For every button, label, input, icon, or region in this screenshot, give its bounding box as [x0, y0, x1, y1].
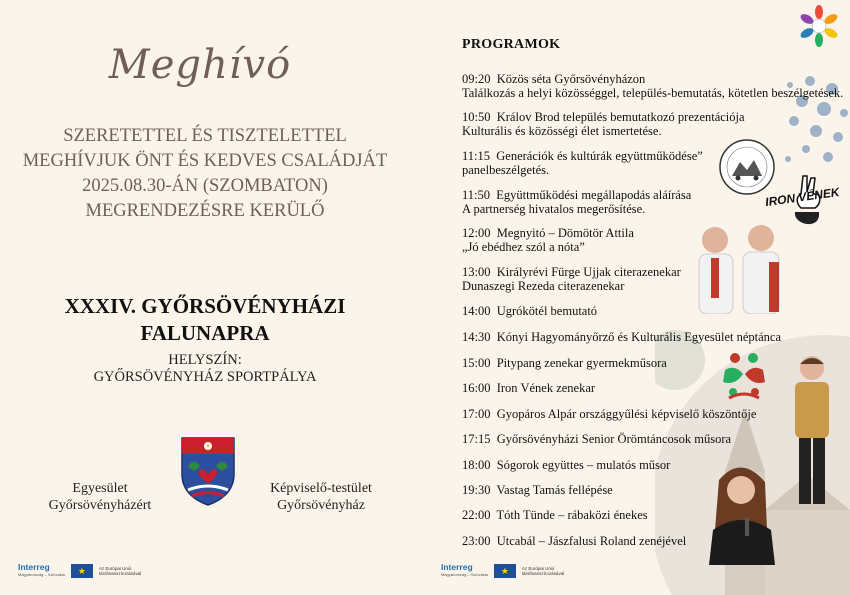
program-item [462, 72, 850, 100]
program-time: 19:30 [462, 483, 491, 497]
organizer-council [246, 480, 396, 514]
invitation-title: Meghívó [108, 42, 292, 88]
program-item [462, 265, 850, 293]
program-time: 11:15 [462, 149, 491, 163]
eu-flag-icon: ★ [494, 564, 516, 578]
program-title: Közös séta Győrsövényházon [496, 72, 646, 86]
invite-line: 2025.08.30-ÁN (SZOMBATON) [82, 176, 328, 196]
invite-line: MEGHÍVJUK ÖNT ÉS KEDVES CSALÁDJÁT [22, 151, 388, 171]
program-item [462, 149, 850, 177]
program-title: Királyrévi Fürge Ujjak citerazenekar [496, 265, 681, 279]
program-item [462, 226, 850, 254]
program-time: 10:50 [462, 110, 491, 124]
program-desc: Dunaszegi Rezeda citerazenekar [462, 279, 625, 293]
interreg-logo [18, 563, 65, 579]
venue-name: GYŐRSÖVÉNYHÁZ SPORTPÁLYA [93, 369, 317, 385]
event-line: XXXIV. GYŐRSÖVÉNYHÁZI [64, 294, 346, 318]
program-item [462, 381, 850, 395]
program-title: Králov Brod település bemutatkozó prezentációja [496, 110, 745, 124]
interreg-sub: Magyarország – Szlovákia [441, 572, 488, 577]
program-desc: panelbeszélgetés. [462, 163, 550, 177]
organizer-line: Képviselő-testület [270, 481, 372, 496]
program-item [462, 534, 850, 548]
interreg-sub: Magyarország – Szlovákia [18, 572, 65, 577]
invitation-text [0, 124, 410, 224]
program-item [462, 458, 850, 472]
event-name [0, 293, 410, 347]
interreg-label: Interreg [441, 562, 473, 572]
program-title: Tóth Tünde – rábaközi énekes [496, 508, 648, 522]
eu-funding-text [99, 566, 141, 576]
program-item [462, 188, 850, 216]
program-item [462, 483, 850, 497]
program-desc: Kulturális és közösségi élet ismertetése. [462, 124, 662, 138]
flower-logo-icon [793, 2, 845, 50]
program-time: 22:00 [462, 508, 491, 522]
invite-line: MEGRENDEZÉSRE KERÜLŐ [85, 201, 325, 221]
eu-text-line: társfinanszírozásával [98, 571, 142, 576]
program-time: 16:00 [462, 381, 491, 395]
eu-text-line: Az Európai Unió [521, 566, 555, 571]
program-title: Sógorok együttes – mulatós műsor [496, 458, 671, 472]
funding-logos-right [441, 563, 564, 579]
program-title: Vastag Tamás fellépése [496, 483, 613, 497]
venue-label: HELYSZÍN: [168, 352, 242, 368]
event-line: FALUNAPRA [140, 321, 270, 345]
program-panel [425, 0, 850, 595]
eu-flag-icon: ★ [71, 564, 93, 578]
program-item [462, 432, 850, 446]
program-title: Gyopáros Alpár országgyűlési képviselő köszöntője [496, 407, 757, 421]
program-title: Generációk és kultúrák együttműködése” [496, 149, 703, 163]
program-time: 23:00 [462, 534, 491, 548]
program-time: 11:50 [462, 188, 491, 202]
village-crest-icon [180, 436, 236, 506]
interreg-logo [441, 563, 488, 579]
funding-logos-left [18, 563, 141, 579]
organizer-line: Győrsövényház [277, 498, 365, 513]
program-time: 18:00 [462, 458, 491, 472]
organizer-association [30, 480, 170, 514]
eu-text-line: társfinanszírozásával [521, 571, 565, 576]
eu-funding-text [522, 566, 564, 576]
program-item [462, 330, 850, 344]
program-title: Ugrókötél bemutató [496, 304, 598, 318]
organizer-line: Egyesület [72, 481, 128, 496]
program-time: 13:00 [462, 265, 491, 279]
program-title: Megnyitó – Dömötör Attila [496, 226, 634, 240]
program-item [462, 407, 850, 421]
program-item [462, 356, 850, 370]
program-time: 14:30 [462, 330, 491, 344]
program-item [462, 508, 850, 522]
program-desc: „Jó ebédhez szól a nóta” [462, 240, 585, 254]
program-desc: A partnerség hivatalos megerősítése. [462, 202, 646, 216]
band-logo-text: IRON VÉNEK [764, 184, 841, 210]
program-title: Utcabál – Jászfalusi Roland zenéjével [496, 534, 687, 548]
program-title: Győrsövényházi Senior Örömtáncosok műsora [496, 432, 732, 446]
invite-line: SZERETETTEL ÉS TISZTELETTEL [63, 126, 347, 146]
program-title: Együttműködési megállapodás aláírása [496, 188, 692, 202]
program-desc: Találkozás a helyi közösséggel, település-bemutatás, kötetlen beszélgetések. [462, 86, 844, 100]
program-title: Pitypang zenekar gyermekműsora [496, 356, 667, 370]
program-item [462, 304, 850, 318]
eu-text-line: Az Európai Unió [98, 566, 132, 571]
dancers-logo-icon [715, 346, 773, 404]
program-time: 15:00 [462, 356, 491, 370]
program-time: 09:20 [462, 72, 491, 86]
organizer-line: Győrsövényházért [48, 498, 152, 513]
program-time: 17:00 [462, 407, 491, 421]
program-time: 17:15 [462, 432, 491, 446]
program-item [462, 110, 850, 138]
program-heading: PROGRAMOK [462, 37, 561, 52]
interreg-label: Interreg [18, 562, 50, 572]
program-title: Kónyi Hagyományőrző és Kulturális Egyesület néptánca [496, 330, 782, 344]
program-time: 12:00 [462, 226, 491, 240]
program-time: 14:00 [462, 304, 491, 318]
program-title: Iron Vének zenekar [496, 381, 596, 395]
venue [0, 352, 410, 386]
